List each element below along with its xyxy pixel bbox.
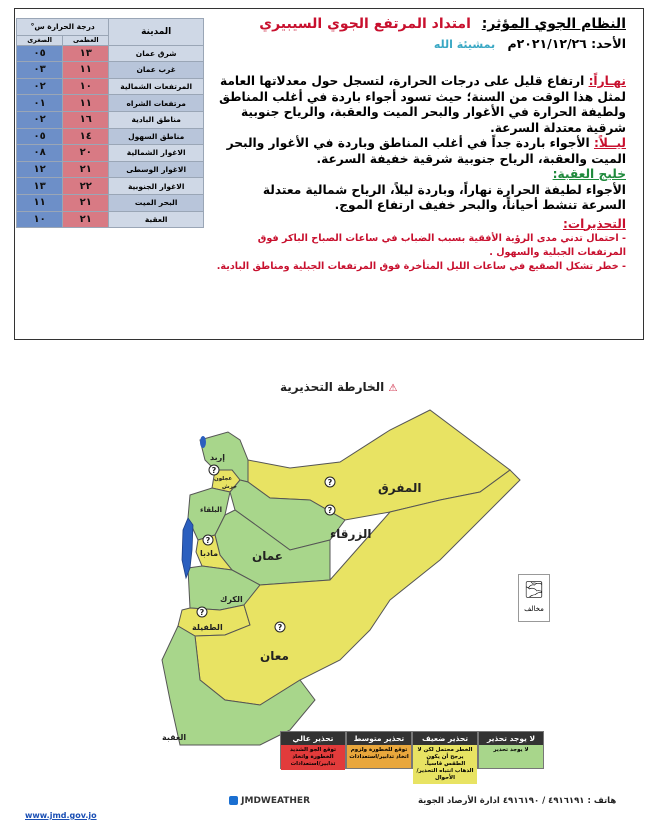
map-label-mafraq: المفرق — [378, 481, 422, 495]
city-cell: الاغوار الجنوبية — [109, 178, 204, 195]
forecast-header — [206, 16, 626, 51]
city-cell: مناطق السهول — [109, 128, 204, 145]
wind-label: مخالف — [524, 605, 544, 613]
map-label-tafila: الطفيلة — [192, 623, 223, 632]
fog-icon — [325, 477, 335, 487]
city-cell: البحر الميت — [109, 194, 204, 211]
max-temp-cell: ١٤ — [63, 128, 109, 145]
table-row — [17, 111, 204, 128]
weather-system-label: النظام الجوي المؤثر: — [481, 16, 626, 32]
phone-numbers: ٤٩١٦١٩١ / ٤٩١٦١٩٠ — [502, 796, 585, 806]
aqaba-forecast: الأجواء لطيفة الحرارة نهاراً، وباردة ليلاً، الرياح شمالية معتدلة السرعة تنشط أحياناً، والبحر خفيف ارتفاع الموج. — [262, 182, 626, 212]
table-row — [17, 45, 204, 62]
max-temp-cell: ١١ — [63, 62, 109, 79]
map-label-ajloun: عجلون — [214, 476, 233, 482]
table-row — [17, 178, 204, 195]
legend-none — [478, 731, 544, 769]
phone-label: هاتف : — [587, 796, 617, 806]
svg-text:?: ? — [205, 536, 211, 545]
max-temp-cell: ٢٢ — [63, 178, 109, 195]
city-column-header: المدينة — [109, 19, 204, 46]
min-temp-cell: ١٣ — [17, 178, 63, 195]
fog-icon — [275, 622, 285, 632]
legend-high-header: تحذير عالي — [281, 732, 345, 745]
min-temp-cell: ١٠ — [17, 211, 63, 228]
table-row — [17, 161, 204, 178]
warnings-label: التحذيرات: — [562, 216, 626, 231]
city-cell: غرب عمان — [109, 62, 204, 79]
svg-text:?: ? — [327, 506, 333, 515]
min-temp-cell: ٠١ — [17, 95, 63, 112]
fog-icon — [209, 465, 219, 475]
table-row — [17, 145, 204, 162]
map-label-amman: عمان — [252, 549, 283, 563]
map-label-jerash: جرش — [222, 484, 237, 490]
warning-item: - خطر تشكل الصقيع في ساعات الليل المتأخرة فوق المرتفعات الجبلية ومناطق البادية. — [216, 261, 626, 272]
min-temp-cell: ٠٨ — [17, 145, 63, 162]
max-temp-cell: ٢٠ — [63, 145, 109, 162]
jmd-logo-icon — [229, 796, 238, 805]
city-cell: المرتفعات الشمالية — [109, 78, 204, 95]
jmdweather-logo-text: JMDWEATHER — [241, 796, 311, 806]
day-text: ارتفاع قليل على درجات الحرارة، لتسجل حول معدلاتها العامة لمثل هذا الوقت من السنة؛ حيث تسود أجواء باردة في أغلب المناطق ولطيفة الحرارة في الأغوار والبحر الميت والعقبة، والرياح جنوبية شرقية معتدلة السرعة. — [219, 74, 626, 135]
legend-medium — [346, 731, 412, 769]
map-label-balqa: البلقاء — [200, 506, 222, 514]
aqaba-label: خليج العقبة: — [552, 167, 626, 181]
min-temp-cell: ٠٥ — [17, 45, 63, 62]
aqaba-label-line — [216, 167, 626, 183]
svg-text:?: ? — [211, 466, 217, 475]
jmdweather-logo — [229, 796, 310, 806]
min-temp-cell: ٠٣ — [17, 62, 63, 79]
legend-none-text: لا يوجد تحذير — [479, 745, 543, 768]
legend-weak-header: تحذير ضعيف — [413, 732, 477, 745]
min-temp-cell: ٠٢ — [17, 111, 63, 128]
legend-weak — [412, 731, 478, 781]
fog-icon — [203, 535, 213, 545]
warning-map — [140, 400, 540, 750]
weather-system-line — [206, 16, 626, 32]
city-cell: مناطق البادية — [109, 111, 204, 128]
min-temp-cell: ٠٥ — [17, 128, 63, 145]
legend-high — [280, 731, 346, 769]
max-temp-cell: ١١ — [63, 95, 109, 112]
day-forecast — [216, 74, 626, 136]
city-cell: شرق عمان — [109, 45, 204, 62]
max-temp-cell: ٢١ — [63, 194, 109, 211]
legend-high-text: توقع الجو الشديد الخطورة واتخاذ تدابير/استعدادات — [281, 745, 345, 770]
forecast-date: ٢٠٢١/١٢/٢٦م — [507, 36, 587, 51]
svg-text:?: ? — [199, 608, 205, 617]
max-temp-cell: ١٠ — [63, 78, 109, 95]
table-row — [17, 128, 204, 145]
map-title — [280, 380, 397, 394]
max-column-header: العظمى — [63, 35, 109, 45]
map-label-madaba: مادبا — [200, 549, 219, 558]
fog-icon — [325, 505, 335, 515]
table-row — [17, 62, 204, 79]
weather-system-value: امتداد المرتفع الجوي السيبيري — [259, 16, 471, 32]
night-label: ليــلاً: — [593, 136, 626, 150]
map-label-karak: الكرك — [220, 595, 243, 604]
date-line — [206, 36, 626, 51]
city-cell: العقبة — [109, 211, 204, 228]
legend-none-header: لا يوجد تحذير — [479, 732, 543, 745]
legend-weak-text: الخطر محتمل لكن لا يرجح أن يكون الطقس قاسياً. الذهاب انتباه التحذير/الأحوال — [413, 745, 477, 784]
night-text: الأجواء باردة جداً في أغلب المناطق وباردة في الأغوار والبحر الميت والعقبة، الرياح جنوبية شرقية خفيفة السرعة. — [226, 136, 626, 166]
city-cell: مرتفعات الشراه — [109, 95, 204, 112]
table-row — [17, 95, 204, 112]
warning-triangle-icon: ⚠ — [388, 383, 398, 394]
website-link[interactable]: www.jmd.gov.jo — [25, 811, 97, 820]
min-temp-cell: ٠٢ — [17, 78, 63, 95]
svg-text:?: ? — [277, 623, 283, 632]
legend-medium-header: تحذير متوسط — [347, 732, 411, 745]
day-label: الأحد: — [591, 36, 626, 51]
temperature-column-header: درجة الحرارة س° — [17, 19, 109, 36]
svg-text:?: ? — [327, 478, 333, 487]
city-cell: الاغوار الشمالية — [109, 145, 204, 162]
fog-icon — [197, 607, 207, 617]
map-label-irbid: إربد — [210, 453, 225, 462]
min-temp-cell: ١٢ — [17, 161, 63, 178]
max-temp-cell: ١٦ — [63, 111, 109, 128]
city-cell: الاغوار الوسطى — [109, 161, 204, 178]
table-row — [17, 211, 204, 228]
footer-contact — [418, 796, 616, 806]
map-label-aqaba: العقبة — [162, 733, 187, 742]
legend-medium-text: توقع للخطورة ولزوم اتخاذ تدابير/استعدادات — [347, 745, 411, 768]
day-label: نهـاراً: — [588, 74, 626, 88]
map-label-maan: معان — [260, 649, 289, 663]
min-column-header: الصغرى — [17, 35, 63, 45]
warning-item: - احتمال تدني مدى الرؤية الأفقية بسبب الضباب في ساعات الصباح الباكر فوق المرتفعات الجبلية والسهول . — [257, 233, 626, 258]
table-row — [17, 78, 204, 95]
warnings-label-line — [216, 217, 626, 233]
max-temp-cell: ٢١ — [63, 161, 109, 178]
max-temp-cell: ٢١ — [63, 211, 109, 228]
table-row — [17, 194, 204, 211]
map-label-zarqa: الزرقاء — [330, 527, 372, 541]
wind-icon: 🌫 — [523, 580, 545, 599]
night-forecast — [216, 136, 626, 167]
max-temp-cell: ١٣ — [63, 45, 109, 62]
min-temp-cell: ١١ — [17, 194, 63, 211]
sea-of-galilee — [200, 436, 206, 448]
map-title-text: الخارطة التحذيرية — [280, 380, 385, 394]
department-name: ادارة الأرصاد الجوية — [418, 796, 500, 806]
map-side-legend — [518, 574, 550, 622]
temperature-table — [16, 18, 204, 228]
forecast-body — [216, 74, 626, 274]
inshallah-text: بمشيئة الله — [433, 38, 496, 51]
warning-legend — [280, 731, 544, 781]
